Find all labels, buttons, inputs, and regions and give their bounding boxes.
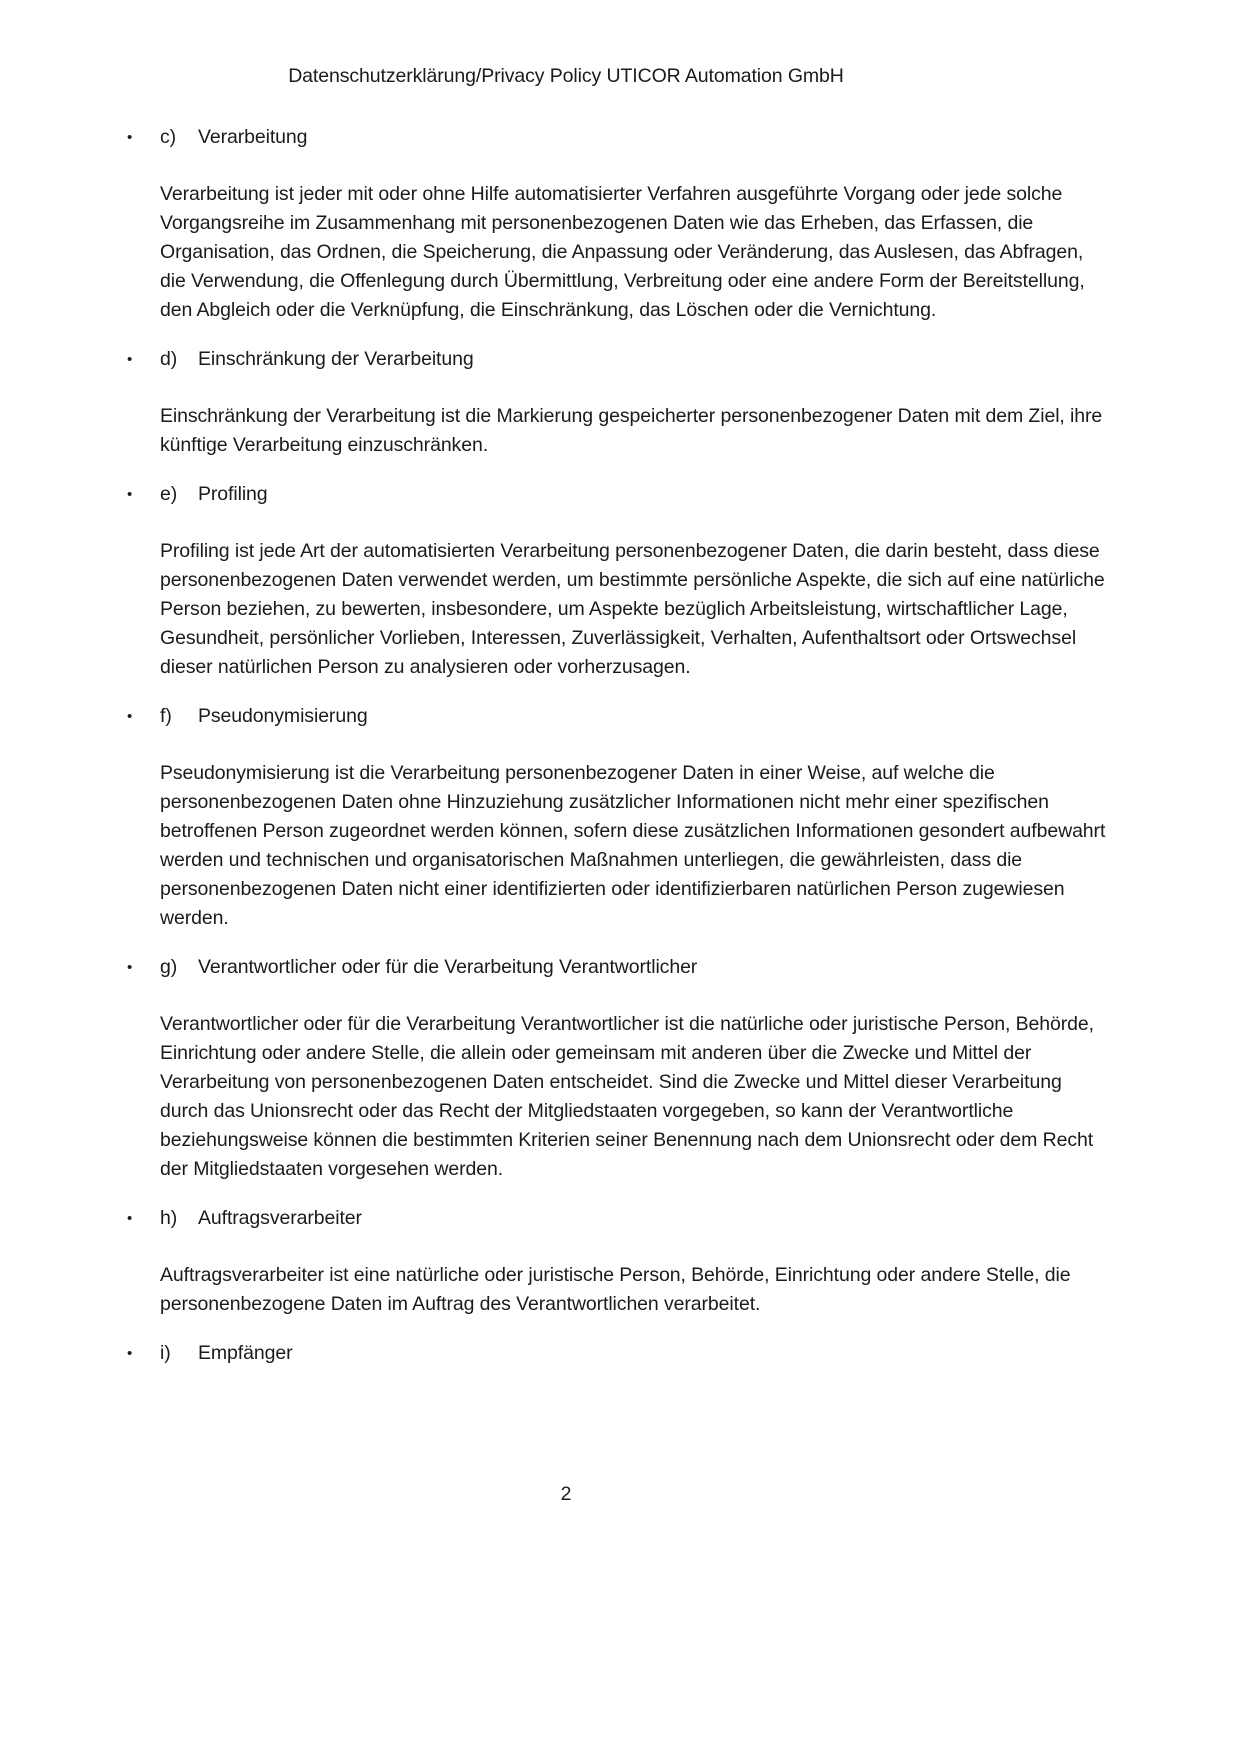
definition-body: Verantwortlicher oder für die Verarbeitung Verantwortlicher ist die natürliche oder juristische Person, Behörde, Einrichtung oder andere Stelle, die allein oder gemeinsam mit anderen über die Zwecke und Mittel der Verarbeitung von personenbezogenen Daten entscheidet. Sind die Zwecke und Mittel dieser Verarbeitung durch das Unionsrecht oder das Recht der Mitgliedstaaten vorgegeben, so kann der Verantwortliche beziehungsweise können die bestimmten Kriterien seiner Benennung nach dem Unionsrecht oder dem Recht der Mitgliedstaaten vorgesehen werden. <box>160 1013 1094 1180</box>
bullet-icon: • <box>127 351 133 368</box>
list-item <box>127 953 1112 1184</box>
definition-title: Einschränkung der Verarbeitung <box>198 348 474 370</box>
definition-title: Auftragsverarbeiter <box>198 1207 362 1229</box>
definition-label: i) <box>160 1342 171 1364</box>
list-item <box>127 345 1112 460</box>
bullet-icon: • <box>127 959 133 976</box>
definition-label: e) <box>160 483 178 505</box>
definition-heading <box>127 1339 1112 1368</box>
definition-label: d) <box>160 348 178 370</box>
definition-heading <box>127 702 1112 731</box>
definition-title: Verarbeitung <box>198 126 308 148</box>
bullet-icon: • <box>127 708 133 725</box>
list-item <box>127 702 1112 933</box>
definition-body: Einschränkung der Verarbeitung ist die Markierung gespeicherter personenbezogener Daten mit dem Ziel, ihre künftige Verarbeitung einzuschränken. <box>160 405 1103 456</box>
definition-heading <box>127 1204 1112 1233</box>
bullet-icon: • <box>127 1210 133 1227</box>
definition-heading <box>127 480 1112 509</box>
list-item <box>127 480 1112 682</box>
definition-title: Pseudonymisierung <box>198 705 368 727</box>
definition-body: Verarbeitung ist jeder mit oder ohne Hilfe automatisierter Verfahren ausgeführte Vorgang oder jede solche Vorgangsreihe im Zusammenhang mit personenbezogenen Daten wie das Erheben, das Erfassen, die Organisation, das Ordnen, die Speicherung, die Anpassung oder Veränderung, das Auslesen, das Abfragen, die Verwendung, die Offenlegung durch Übermittlung, Verbreitung oder eine andere Form der Bereitstellung, den Abgleich oder die Verknüpfung, die Einschränkung, das Löschen oder die Vernichtung. <box>160 183 1085 321</box>
definition-label: f) <box>160 705 172 727</box>
bullet-icon: • <box>127 1345 133 1362</box>
definition-body: Profiling ist jede Art der automatisierten Verarbeitung personenbezogener Daten, die darin besteht, dass diese personenbezogenen Daten verwendet werden, um bestimmte persönliche Aspekte, die sich auf eine natürliche Person beziehen, zu bewerten, insbesondere, um Aspekte bezüglich Arbeitsleistung, wirtschaftlicher Lage, Gesundheit, persönlicher Vorlieben, Interessen, Zuverlässigkeit, Verhalten, Aufenthaltsort oder Ortswechsel dieser natürlichen Person zu analysieren oder vorherzusagen. <box>160 540 1105 678</box>
definition-title: Verantwortlicher oder für die Verarbeitung Verantwortlicher <box>198 956 698 978</box>
bullet-icon: • <box>127 129 133 146</box>
list-item <box>127 1339 1112 1368</box>
definition-label: g) <box>160 956 178 978</box>
list-item <box>127 1204 1112 1319</box>
definitions-list <box>127 123 1112 1368</box>
definition-heading <box>127 123 1112 152</box>
definition-heading <box>127 345 1112 374</box>
definition-label: h) <box>160 1207 178 1229</box>
list-item <box>127 123 1112 325</box>
definition-title: Profiling <box>198 483 268 505</box>
page-number: 2 <box>560 1483 572 1505</box>
definition-body: Auftragsverarbeiter ist eine natürliche oder juristische Person, Behörde, Einrichtung oder andere Stelle, die personenbezogene Daten im Auftrag des Verantwortlichen verarbeitet. <box>160 1264 1071 1315</box>
definition-body: Pseudonymisierung ist die Verarbeitung personenbezogener Daten in einer Weise, auf welche die personenbezogenen Daten ohne Hinzuziehung zusätzlicher Informationen nicht mehr einer spezifischen betroffenen Person zugeordnet werden können, sofern diese zusätzlichen Informationen gesondert aufbewahrt werden und technischen und organisatorischen Maßnahmen unterliegen, die gewährleisten, dass die personenbezogenen Daten nicht einer identifizierten oder identifizierbaren natürlichen Person zugewiesen werden. <box>160 762 1106 929</box>
definition-heading <box>127 953 1112 982</box>
definition-label: c) <box>160 126 177 148</box>
page-title: Datenschutzerklärung/Privacy Policy UTICOR Automation GmbH <box>288 65 844 87</box>
bullet-icon: • <box>127 486 133 503</box>
definition-title: Empfänger <box>198 1342 293 1364</box>
